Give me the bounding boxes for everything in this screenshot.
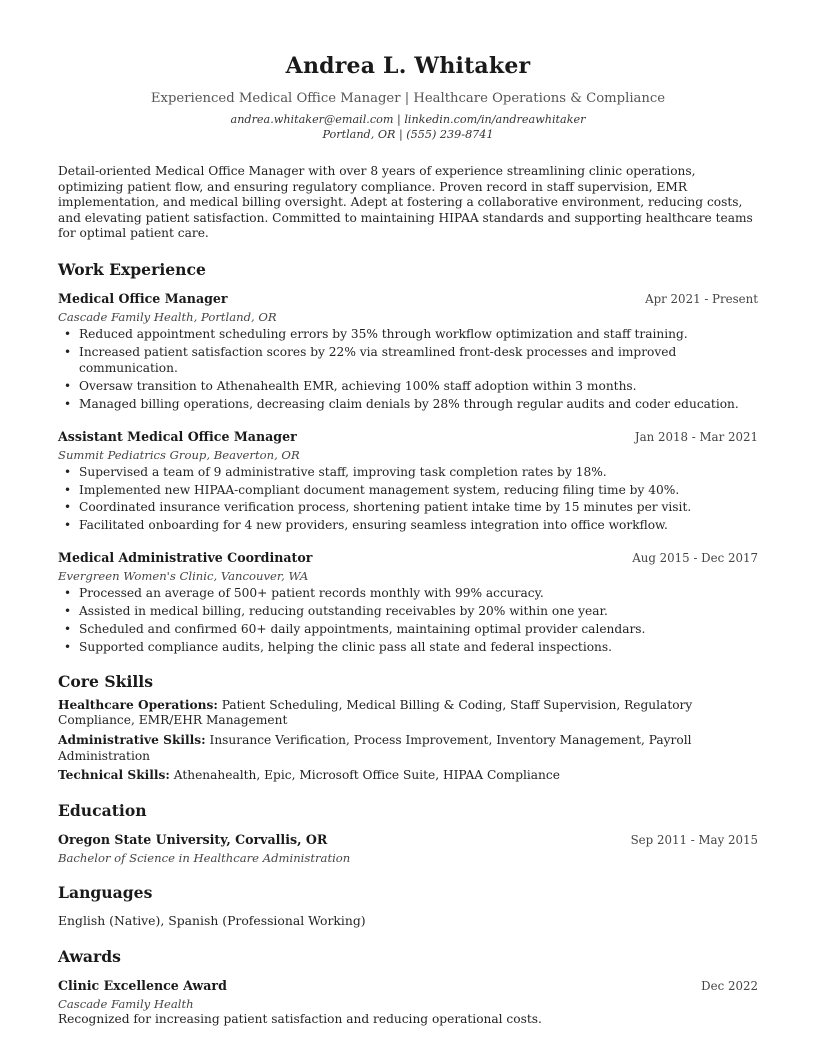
degree: Bachelor of Science in Healthcare Administration — [58, 850, 351, 865]
bullet-item: • Reduced appointment scheduling errors by 35% through workflow optimization and staff training. — [58, 327, 758, 343]
skill-group — [58, 768, 758, 783]
skill-group-items: Athenahealth, Epic, Microsoft Office Suite, HIPAA Compliance — [169, 768, 560, 783]
job-dates: Aug 2015 - Dec 2017 — [632, 551, 758, 566]
job-entry — [58, 549, 758, 656]
bullet-item: • Supported compliance audits, helping the clinic pass all state and federal inspections. — [58, 640, 758, 656]
skills-list — [58, 698, 758, 784]
skill-group-items: Patient Scheduling, Medical Billing & Coding, Staff Supervision, Regulatory Compliance, EMR/EHR Management — [58, 698, 693, 728]
section-title-core-skills: Core Skills — [58, 672, 153, 692]
bullet-item: • Scheduled and confirmed 60+ daily appointments, maintaining optimal provider calendars. — [58, 622, 758, 638]
professional-summary: Detail-oriented Medical Office Manager with over 8 years of experience streamlining clinic operations, optimizing patient flow, and ensuring regulatory compliance. Proven record in staff supervision, EMR implementation, and medical billing oversight. Adept at fostering a collaborative environment, reducing costs, and elevating patient satisfaction. Committed to maintaining HIPAA standards and supporting healthcare teams for optimal patient care. — [58, 164, 753, 241]
resume-header — [58, 52, 758, 142]
languages-list: English (Native), Spanish (Professional Working) — [58, 912, 366, 928]
bullet-item: • Assisted in medical billing, reducing outstanding receivables by 20% within one year. — [58, 604, 758, 620]
education-dates: Sep 2011 - May 2015 — [630, 832, 758, 847]
education-entry — [58, 831, 758, 866]
contact-location-phone: Portland, OR | (555) 239-8741 — [322, 128, 494, 141]
award-entry — [58, 977, 758, 1028]
award-date: Dec 2022 — [701, 978, 758, 993]
job-organization: Summit Pediatrics Group, Beaverton, OR — [58, 447, 300, 462]
job-dates: Jan 2018 - Mar 2021 — [634, 429, 758, 444]
skill-group-items: Insurance Verification, Process Improvement, Inventory Management, Payroll Administration — [58, 733, 692, 763]
job-role: Medical Administrative Coordinator — [58, 550, 313, 566]
job-role: Assistant Medical Office Manager — [58, 428, 297, 444]
job-organization: Cascade Family Health, Portland, OR — [58, 309, 277, 324]
bullet-item: • Coordinated insurance verification process, shortening patient intake time by 15 minutes per visit. — [58, 500, 758, 516]
school-name: Oregon State University, Corvallis, OR — [58, 831, 328, 847]
award-name: Clinic Excellence Award — [58, 977, 227, 993]
section-title-education: Education — [58, 800, 147, 820]
bullet-item: • Supervised a team of 9 administrative staff, improving task completion rates by 18%. — [58, 465, 758, 481]
headline: Experienced Medical Office Manager | Healthcare Operations & Compliance — [150, 91, 666, 106]
bullet-item: • Implemented new HIPAA-compliant document management system, reducing filing time by 40%. — [58, 483, 758, 499]
job-bullets — [58, 327, 758, 413]
skill-group — [58, 698, 758, 729]
bullet-item: • Processed an average of 500+ patient records monthly with 99% accuracy. — [58, 586, 758, 602]
bullet-item: • Facilitated onboarding for 4 new providers, ensuring seamless integration into office workflow. — [58, 518, 758, 534]
skill-group-label: Administrative Skills: — [58, 733, 206, 748]
job-dates: Apr 2021 - Present — [645, 291, 758, 306]
skill-group — [58, 733, 758, 764]
award-organization: Cascade Family Health — [58, 996, 194, 1011]
job-organization: Evergreen Women's Clinic, Vancouver, WA — [58, 569, 309, 584]
job-role: Medical Office Manager — [58, 290, 228, 306]
skill-group-label: Healthcare Operations: — [58, 698, 218, 713]
award-description: Recognized for increasing patient satisfaction and reducing operational costs. — [58, 1011, 542, 1026]
bullet-item: • Increased patient satisfaction scores by 22% via streamlined front-desk processes and improved communication. — [58, 345, 758, 377]
bullet-item: • Oversaw transition to Athenahealth EMR, achieving 100% staff adoption within 3 months. — [58, 379, 758, 395]
contact-email-linkedin: andrea.whitaker@email.com | linkedin.com/in/andreawhitaker — [230, 113, 586, 126]
job-bullets — [58, 586, 758, 656]
skill-group-label: Technical Skills: — [58, 768, 170, 783]
job-entry — [58, 290, 758, 413]
section-title-work-experience: Work Experience — [58, 259, 206, 279]
job-bullets — [58, 465, 758, 535]
section-title-awards: Awards — [58, 946, 121, 966]
section-title-languages: Languages — [58, 882, 153, 902]
job-entry — [58, 428, 758, 535]
candidate-name: Andrea L. Whitaker — [285, 53, 531, 79]
bullet-item: • Managed billing operations, decreasing claim denials by 28% through regular audits and coder education. — [58, 397, 758, 413]
